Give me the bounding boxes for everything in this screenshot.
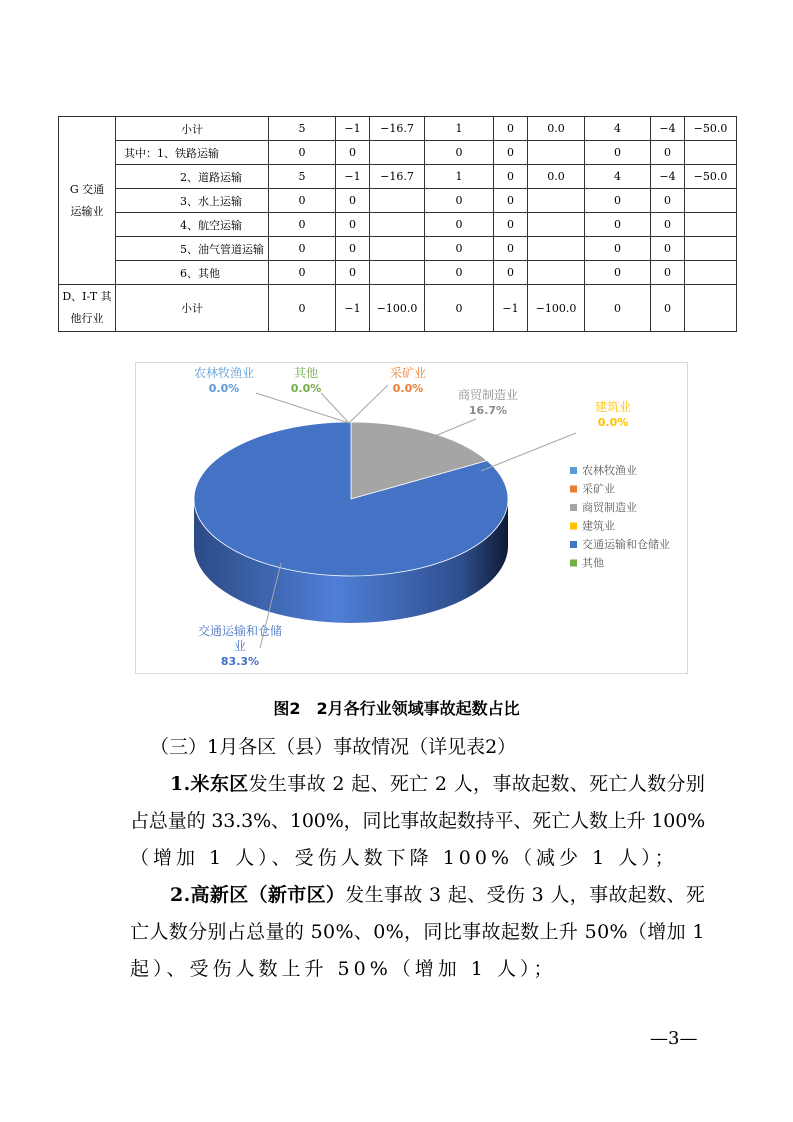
section-heading: （三）1月各区（县）事故情况（详见表2） [150,736,517,758]
table-cell: −1 [336,285,370,332]
table-cell: 0 [585,213,651,237]
table-cell: −1 [336,117,370,141]
table-cell: 0 [269,261,336,285]
data-label-value: 0.0% [208,382,240,395]
table-cell [685,285,737,332]
table-cell: 0 [494,261,528,285]
table-cell: 0 [425,189,494,213]
table-cell: −16.7 [370,117,425,141]
figure-caption: 图2 2月各行业领域事故起数占比 [273,699,520,718]
data-label-name: 农林牧渔业 [193,366,255,380]
data-label-name: 其他 [293,366,319,380]
table-cell [370,189,425,213]
table-cell: −1 [336,165,370,189]
legend-label: 商贸制造业 [582,501,637,514]
legend-swatch [570,560,577,567]
table-cell: 5 [269,165,336,189]
table-cell: 0 [494,237,528,261]
row-label: 4、航空运输 [116,213,269,237]
table-cell: 4 [585,117,651,141]
table-cell: 0 [494,213,528,237]
table-row [59,165,737,189]
table-cell [370,261,425,285]
table-cell [528,261,585,285]
table-cell: 0 [269,285,336,332]
data-label-name: 采矿业 [389,366,427,380]
table-cell [685,189,737,213]
row-label: 2、道路运输 [116,165,269,189]
table-row [59,285,737,332]
table-cell: 0 [269,237,336,261]
table-cell: 5 [269,117,336,141]
table-cell: 0 [425,261,494,285]
table-cell: −100.0 [528,285,585,332]
table-cell: 1 [425,117,494,141]
leader-line [481,433,576,471]
legend-swatch [570,467,577,474]
table-cell: 0 [651,261,685,285]
table-cell [685,261,737,285]
data-label-value: 83.3% [220,655,260,668]
table-cell: −100.0 [370,285,425,332]
table-row [59,117,737,141]
table-cell [528,141,585,165]
table-row [59,237,737,261]
table-cell [370,213,425,237]
legend-label: 建筑业 [582,519,615,533]
table-cell: 0 [585,285,651,332]
table-cell: 0 [425,141,494,165]
table-row [59,141,737,165]
paragraph-line [170,769,705,796]
data-label-value: 16.7% [468,404,508,417]
table-cell: 0 [336,141,370,165]
legend-label: 其他 [582,556,604,570]
data-label-name: 商贸制造业 [457,388,519,402]
table-cell: 0 [651,237,685,261]
table-cell [370,141,425,165]
table-cell: 4 [585,165,651,189]
table-cell: 0 [336,213,370,237]
legend-swatch [570,486,577,493]
table-cell: 0 [336,189,370,213]
industry-accident-table [58,116,737,332]
pie-chart [135,362,688,674]
category-cell: D、I-T 其他行业 [59,285,116,332]
data-label-name: 业 [233,639,247,653]
table-cell: −16.7 [370,165,425,189]
legend-label: 农林牧渔业 [582,464,637,477]
paragraph-line: 亡人数分别占总量的 50%、0%，同比事故起数上升 50%（增加 1 [130,921,705,943]
table-cell: 0 [425,213,494,237]
data-label-value: 0.0% [392,382,424,395]
table-cell [685,237,737,261]
table-cell: 0 [585,237,651,261]
table-cell: 0 [336,261,370,285]
table-cell: 0.0 [528,165,585,189]
table-cell: 0 [336,237,370,261]
page-number: —3— [650,1028,698,1049]
data-label-name: 建筑业 [594,400,632,414]
paragraph-line: 起）、受伤人数上升 50%（增加 1 人）； [130,958,557,980]
table-cell: 0 [494,141,528,165]
table-cell [528,213,585,237]
table-cell: 0 [651,189,685,213]
table-row [59,261,737,285]
paragraph-text: 发生事故 3 起、受伤 3 人，事故起数、死 [345,884,706,906]
table-cell: 1 [425,165,494,189]
table-cell: 0 [425,237,494,261]
table-cell: 0 [651,213,685,237]
table-cell: −50.0 [685,117,737,141]
district-name: 2.高新区（新市区） [170,884,346,906]
table-cell: 0 [494,117,528,141]
legend-swatch [570,504,577,511]
row-label: 5、油气管道运输 [116,237,269,261]
table-cell: 0 [425,285,494,332]
row-label: 3、水上运输 [116,189,269,213]
table-cell [685,213,737,237]
row-label: 6、其他 [116,261,269,285]
legend-swatch [570,523,577,530]
table-cell: 0 [585,189,651,213]
table-cell [528,189,585,213]
table-cell: −4 [651,117,685,141]
legend-swatch [570,541,577,548]
table-cell [528,237,585,261]
paragraph-line: 占总量的 33.3%、100%，同比事故起数持平、死亡人数上升 100% [130,810,706,832]
table-cell: 0 [269,141,336,165]
table-cell: 0 [269,189,336,213]
table-cell [685,141,737,165]
data-label-value: 0.0% [597,416,629,429]
district-name: 1.米东区 [170,773,249,795]
table-cell: 0 [651,285,685,332]
table-cell: −50.0 [685,165,737,189]
table-cell: 0 [651,141,685,165]
pie-chart-svg [136,363,689,675]
table-cell: −4 [651,165,685,189]
table-cell: 0 [269,213,336,237]
leader-line [349,385,388,423]
table-cell: 0 [585,141,651,165]
table-cell: 0 [494,189,528,213]
table-cell: 0 [494,165,528,189]
row-label: 小计 [116,285,269,332]
table-cell [370,237,425,261]
legend-label: 交通运输和仓储业 [582,538,670,551]
category-cell: G 交通运输业 [59,117,116,285]
paragraph-text: 发生事故 2 起、死亡 2 人，事故起数、死亡人数分别 [248,773,706,795]
data-label-name: 交通运输和仓储 [197,624,283,638]
paragraph-line: （增加 1 人）、受伤人数下降 100%（减少 1 人）； [130,847,678,869]
row-label: 小计 [116,117,269,141]
table-row [59,189,737,213]
legend-label: 采矿业 [582,482,615,496]
data-label-value: 0.0% [290,382,322,395]
row-label: 其中：1、铁路运输 [116,141,269,165]
table-cell: −1 [494,285,528,332]
table-cell: 0 [585,261,651,285]
table-cell: 0.0 [528,117,585,141]
table-row [59,213,737,237]
paragraph-line [170,880,705,907]
